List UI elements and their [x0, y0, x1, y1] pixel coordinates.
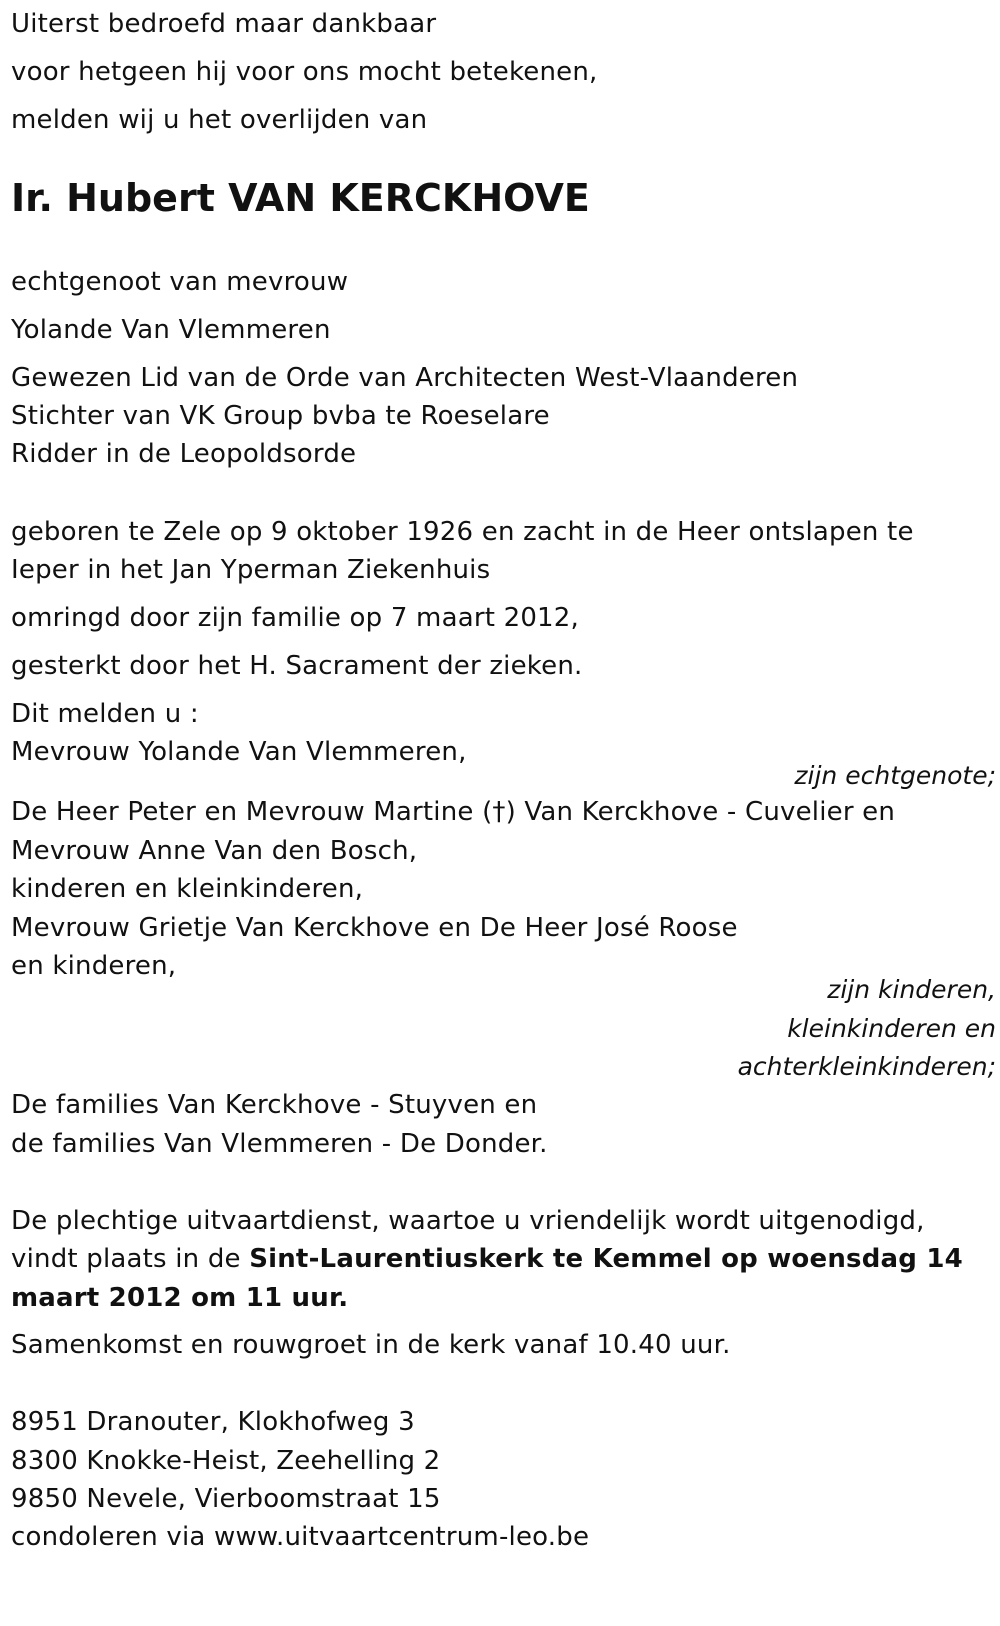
mourner-children-2: Mevrouw Anne Van den Bosch, [11, 836, 418, 866]
title-line-1: Gewezen Lid van de Orde van Architecten West-Vlaanderen [11, 363, 799, 393]
spouse-label: echtgenoot van mevrouw [11, 267, 349, 297]
address-1: 8951 Dranouter, Klokhofweg 3 [11, 1407, 415, 1437]
title-line-2: Stichter van VK Group bvba te Roeselare [11, 401, 550, 431]
intro-line-3: melden wij u het overlijden van [11, 105, 428, 135]
condolence-website[interactable]: condoleren via www.uitvaartcentrum-leo.be [11, 1522, 590, 1552]
title-line-3: Ridder in de Leopoldsorde [11, 439, 357, 469]
birth-death-line-4: gesterkt door het H. Sacrament der zieken. [11, 651, 583, 681]
mourner-spouse: Mevrouw Yolande Van Vlemmeren, [11, 737, 467, 767]
address-3: 9850 Nevele, Vierboomstraat 15 [11, 1484, 441, 1514]
spouse-name: Yolande Van Vlemmeren [11, 315, 331, 345]
mourner-spouse-role: zijn echtgenote; [794, 761, 996, 790]
birth-death-line-3: omringd door zijn familie op 7 maart 2012, [11, 603, 580, 633]
mourner-children-5: en kinderen, [11, 951, 177, 981]
intro-line-1: Uiterst bedroefd maar dankbaar [11, 9, 437, 39]
mourner-children-1: De Heer Peter en Mevrouw Martine (†) Van Kerckhove - Cuvelier en [11, 797, 896, 827]
address-2: 8300 Knokke-Heist, Zeehelling 2 [11, 1446, 441, 1476]
deceased-name: Ir. Hubert VAN KERCKHOVE [11, 176, 590, 220]
service-line-3: maart 2012 om 11 uur. [11, 1283, 349, 1313]
service-line-1: De plechtige uitvaartdienst, waartoe u vriendelijk wordt uitgenodigd, [11, 1206, 925, 1236]
children-role-3: achterkleinkinderen; [737, 1052, 996, 1081]
birth-death-line-2: Ieper in het Jan Yperman Ziekenhuis [11, 555, 491, 585]
mourner-children-3: kinderen en kleinkinderen, [11, 874, 364, 904]
birth-death-line-1: geboren te Zele op 9 oktober 1926 en zacht in de Heer ontslapen te [11, 517, 914, 547]
children-role-2: kleinkinderen en [787, 1014, 996, 1043]
gathering-line: Samenkomst en rouwgroet in de kerk vanaf 10.40 uur. [11, 1330, 731, 1360]
intro-line-2: voor hetgeen hij voor ons mocht betekenen, [11, 57, 598, 87]
service-line-2 [11, 1243, 963, 1275]
families-line-2: de families Van Vlemmeren - De Donder. [11, 1129, 548, 1159]
service-location-date: Sint-Laurentiuskerk te Kemmel op woensdag 14 [249, 1244, 963, 1274]
families-line-1: De families Van Kerckhove - Stuyven en [11, 1090, 538, 1120]
mourner-children-4: Mevrouw Grietje Van Kerckhove en De Heer José Roose [11, 913, 738, 943]
service-line-2-prefix: vindt plaats in de [11, 1244, 250, 1274]
children-role-1: zijn kinderen, [827, 975, 996, 1004]
mourners-intro: Dit melden u : [11, 699, 199, 729]
